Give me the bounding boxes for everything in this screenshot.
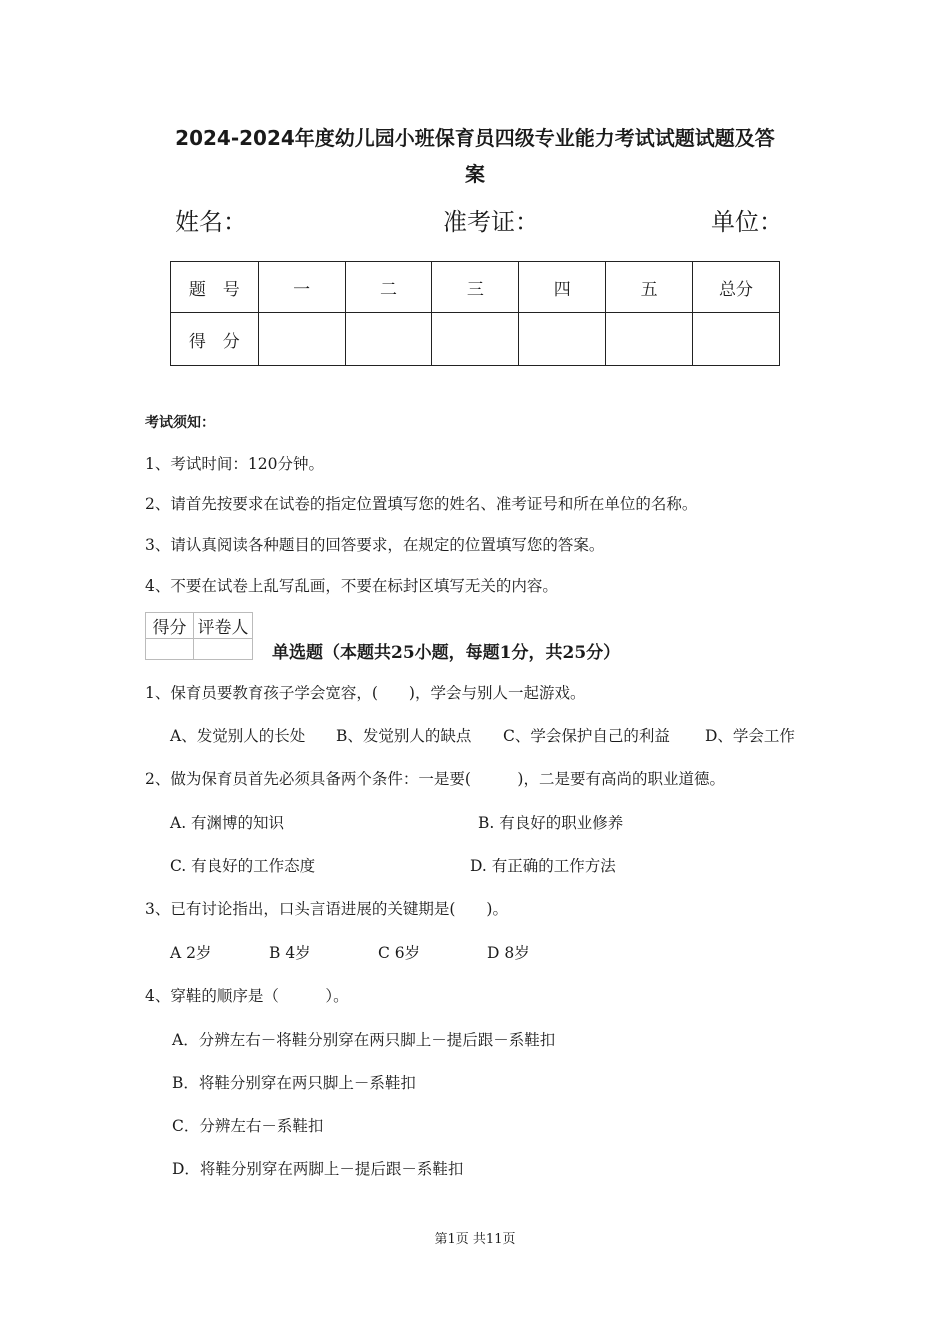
document-title [140,120,810,192]
q4-option-d: D．将鞋分别穿在两脚上－提后跟－系鞋扣 [172,1160,464,1178]
q4-option-a: A．分辨左右－将鞋分别穿在两只脚上－提后跟－系鞋扣 [172,1031,556,1049]
q1-option-a: A、发觉别人的长处 [170,727,306,745]
score-header-cell: 二 [345,262,432,313]
grader-score-cell[interactable] [146,639,194,660]
q4-option-c: C．分辨左右－系鞋扣 [172,1117,324,1135]
grader-score-label: 得分 [146,613,194,639]
score-table-header-row [171,262,780,313]
score-table [170,261,780,366]
title-line-2: 案 [465,162,485,186]
q1-option-d: D、学会工作 [705,727,795,745]
question-1: 1、保育员要教育孩子学会宽容，( )，学会与别人一起游戏。 [145,684,586,702]
score-table-score-row [171,313,780,366]
title-line-1: 2024-2024年度幼儿园小班保育员四级专业能力考试试题试题及答 [175,126,775,150]
notice-item: 1、考试时间：120分钟。 [145,455,324,473]
grader-reviewer-label: 评卷人 [194,613,253,639]
score-cell[interactable] [519,313,606,366]
q4-option-b: B．将鞋分别穿在两只脚上－系鞋扣 [172,1074,416,1092]
score-header-cell: 三 [432,262,519,313]
grader-box [145,612,253,660]
score-cell[interactable] [606,313,693,366]
name-label: 姓名： [175,208,247,236]
notice-heading: 考试须知： [145,415,215,431]
section-title: 单选题（本题共25小题，每题1分，共25分） [272,643,621,663]
grader-reviewer-cell[interactable] [194,639,253,660]
question-4: 4、穿鞋的顺序是（ ）。 [145,987,349,1005]
score-header-cell: 题 号 [171,262,259,313]
q2-option-c: C. 有良好的工作态度 [170,857,316,875]
q1-option-c: C、学会保护自己的利益 [503,727,670,745]
unit-label: 单位： [711,208,783,236]
q1-option-b: B、发觉别人的缺点 [336,727,472,745]
q3-option-d: D 8岁 [487,944,530,962]
score-cell[interactable] [345,313,432,366]
question-2: 2、做为保育员首先必须具备两个条件：一是要( )，二是要有高尚的职业道德。 [145,770,725,788]
q3-option-c: C 6岁 [378,944,421,962]
q3-option-b: B 4岁 [269,944,311,962]
page-number: 第1页 共11页 [434,1232,516,1247]
score-header-cell: 总分 [693,262,780,313]
score-header-cell: 一 [258,262,345,313]
notice-item: 4、不要在试卷上乱写乱画，不要在标封区填写无关的内容。 [145,577,558,595]
score-cell[interactable] [432,313,519,366]
score-cell[interactable] [693,313,780,366]
q2-option-a: A. 有渊博的知识 [170,814,285,832]
q2-option-b: B. 有良好的职业修养 [478,814,624,832]
score-header-cell: 四 [519,262,606,313]
notice-item: 3、请认真阅读各种题目的回答要求，在规定的位置填写您的答案。 [145,536,605,554]
q3-option-a: A 2岁 [170,944,212,962]
score-row-label: 得 分 [171,313,259,366]
question-3: 3、已有讨论指出，口头言语进展的关键期是( )。 [145,900,508,918]
q2-option-d: D. 有正确的工作方法 [470,857,616,875]
notice-item: 2、请首先按要求在试卷的指定位置填写您的姓名、准考证号和所在单位的名称。 [145,495,698,513]
exam-id-label: 准考证： [443,208,539,236]
score-cell[interactable] [258,313,345,366]
score-header-cell: 五 [606,262,693,313]
